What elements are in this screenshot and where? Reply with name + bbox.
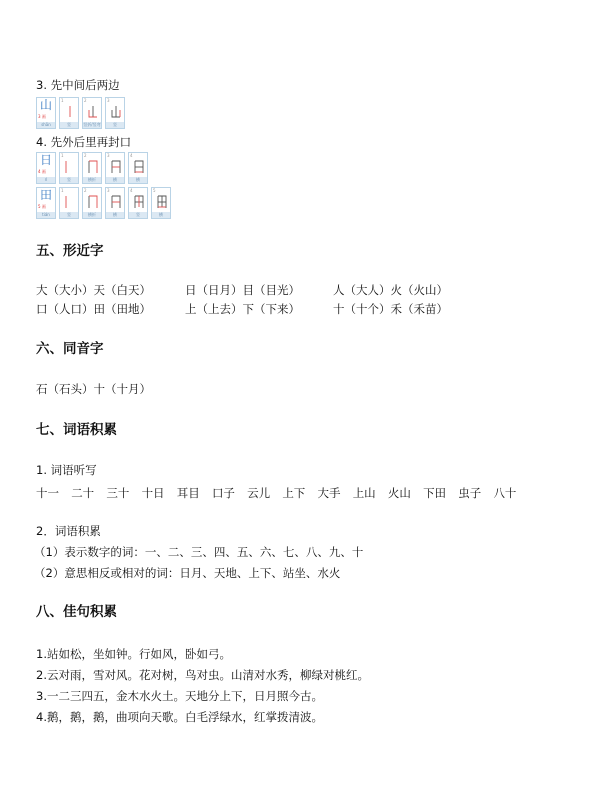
- stroke-step-icon: [86, 194, 100, 210]
- similar-char-item: 大（大小）天（白天）: [36, 283, 151, 297]
- stroke-name: 横折: [83, 212, 101, 218]
- similar-char-item: 上（上去）下（下来）: [185, 302, 300, 316]
- stroke-step-icon: [86, 104, 100, 120]
- stroke-step-icon: [109, 159, 123, 175]
- stroke-name: 竖: [60, 122, 78, 128]
- stroke-step-card: [82, 152, 102, 184]
- vocab-item-opposites: （2）意思相反或相对的词：日月、天地、上下、站坐、水火: [34, 566, 341, 580]
- stroke-name: 横: [129, 177, 147, 183]
- character-glyph: 日: [39, 153, 52, 167]
- pinyin-label: tián: [37, 212, 55, 218]
- dictation-word: 云儿: [247, 486, 271, 500]
- step-number: 1: [61, 98, 64, 103]
- stroke-name: 竖: [60, 212, 78, 218]
- stroke-step-card: [59, 152, 79, 184]
- stroke-count: 5 画: [38, 204, 46, 209]
- stroke-name: 竖: [60, 177, 78, 183]
- step-number: 3: [107, 188, 110, 193]
- section-5-heading: 五、形近字: [36, 243, 104, 259]
- dictation-word: 八十: [493, 486, 517, 500]
- section-6-heading: 六、同音字: [36, 341, 104, 357]
- dictation-word: 十日: [141, 486, 165, 500]
- stroke-name: 竖: [129, 212, 147, 218]
- stroke-step-card: [59, 187, 79, 219]
- stroke-step-card: [105, 97, 125, 129]
- stroke-step-icon: [155, 194, 169, 210]
- dictation-word: 口子: [211, 486, 235, 500]
- stroke-name: 竖: [106, 122, 124, 128]
- dictation-subtitle: 1. 词语听写: [36, 463, 97, 477]
- stroke-step-card: [82, 97, 102, 129]
- dictation-word: 虫子: [458, 486, 482, 500]
- stroke-step-icon: [86, 159, 100, 175]
- stroke-step-icon: [63, 194, 77, 210]
- stroke-step-icon: [109, 104, 123, 120]
- stroke-step-icon: [132, 159, 146, 175]
- dictation-word: 大手: [317, 486, 341, 500]
- dictation-word: 二十: [71, 486, 95, 500]
- stroke-step-card: [82, 187, 102, 219]
- stroke-order-shan: [36, 97, 125, 129]
- stroke-step-card: [105, 187, 125, 219]
- sentence-line: 2.云对雨，雪对风。花对树，鸟对虫。山清对水秀，柳绿对桃红。: [36, 668, 369, 682]
- character-glyph: 田: [39, 188, 52, 202]
- character-card: [36, 97, 56, 129]
- step-number: 2: [84, 153, 87, 158]
- dictation-word: 下田: [423, 486, 447, 500]
- step-number: 5: [153, 188, 156, 193]
- sentence-line: 4.鹅，鹅，鹅，曲项向天歌。白毛浮绿水，红掌拨清波。: [36, 710, 323, 724]
- homophone-line: 石（石头）十（十月）: [36, 382, 151, 396]
- character-glyph: 山: [39, 98, 52, 112]
- rule-3-title: 3. 先中间后两边: [36, 78, 120, 92]
- step-number: 3: [107, 98, 110, 103]
- rule-4-title: 4. 先外后里再封口: [36, 135, 132, 149]
- section-7-heading: 七、词语积累: [36, 422, 117, 438]
- stroke-name: 横: [152, 212, 170, 218]
- stroke-name: 横折: [83, 177, 101, 183]
- dictation-word: 十一: [36, 486, 59, 500]
- stroke-step-icon: [63, 104, 77, 120]
- step-number: 4: [130, 153, 133, 158]
- section-8-heading: 八、佳句积累: [36, 604, 117, 620]
- stroke-step-icon: [63, 159, 77, 175]
- stroke-step-card: [128, 152, 148, 184]
- stroke-count: 4 画: [38, 169, 46, 174]
- stroke-step-card: [128, 187, 148, 219]
- dictation-word: 火山: [387, 486, 411, 500]
- dictation-word: 上下: [282, 486, 306, 500]
- stroke-order-tian: [36, 187, 171, 219]
- stroke-count: 3 画: [38, 114, 46, 119]
- character-card: [36, 152, 56, 184]
- similar-char-item: 人（大人）火（火山）: [333, 283, 448, 297]
- sentence-line: 3.一二三四五，金木水火土。天地分上下，日月照今古。: [36, 689, 323, 703]
- stroke-name: 横: [106, 177, 124, 183]
- similar-char-item: 口（人口）田（田地）: [36, 302, 151, 316]
- similar-char-item: 十（十个）禾（禾苗）: [333, 302, 448, 316]
- stroke-step-card: [151, 187, 171, 219]
- stroke-name: 横: [106, 212, 124, 218]
- dictation-word-list: [36, 486, 529, 500]
- step-number: 1: [61, 153, 64, 158]
- stroke-step-card: [105, 152, 125, 184]
- step-number: 2: [84, 188, 87, 193]
- pinyin-label: rì: [37, 177, 55, 183]
- stroke-step-icon: [132, 194, 146, 210]
- stroke-name: 竖折/竖弯: [83, 122, 101, 127]
- dictation-word: 上山: [352, 486, 376, 500]
- stroke-step-icon: [109, 194, 123, 210]
- dictation-word: 三十: [106, 486, 130, 500]
- step-number: 2: [84, 98, 87, 103]
- sentence-line: 1.站如松，坐如钟。行如风，卧如弓。: [36, 647, 231, 661]
- character-card: [36, 187, 56, 219]
- stroke-order-ri: [36, 152, 148, 184]
- vocab-subtitle: 2．词语积累: [36, 524, 101, 538]
- similar-char-item: 日（日月）目（目光）: [185, 283, 300, 297]
- dictation-word: 耳目: [176, 486, 200, 500]
- pinyin-label: shān: [37, 122, 55, 128]
- vocab-item-numbers: （1）表示数字的词：一、二、三、四、五、六、七、八、九、十: [34, 545, 364, 559]
- stroke-step-card: [59, 97, 79, 129]
- step-number: 1: [61, 188, 64, 193]
- step-number: 3: [107, 153, 110, 158]
- step-number: 4: [130, 188, 133, 193]
